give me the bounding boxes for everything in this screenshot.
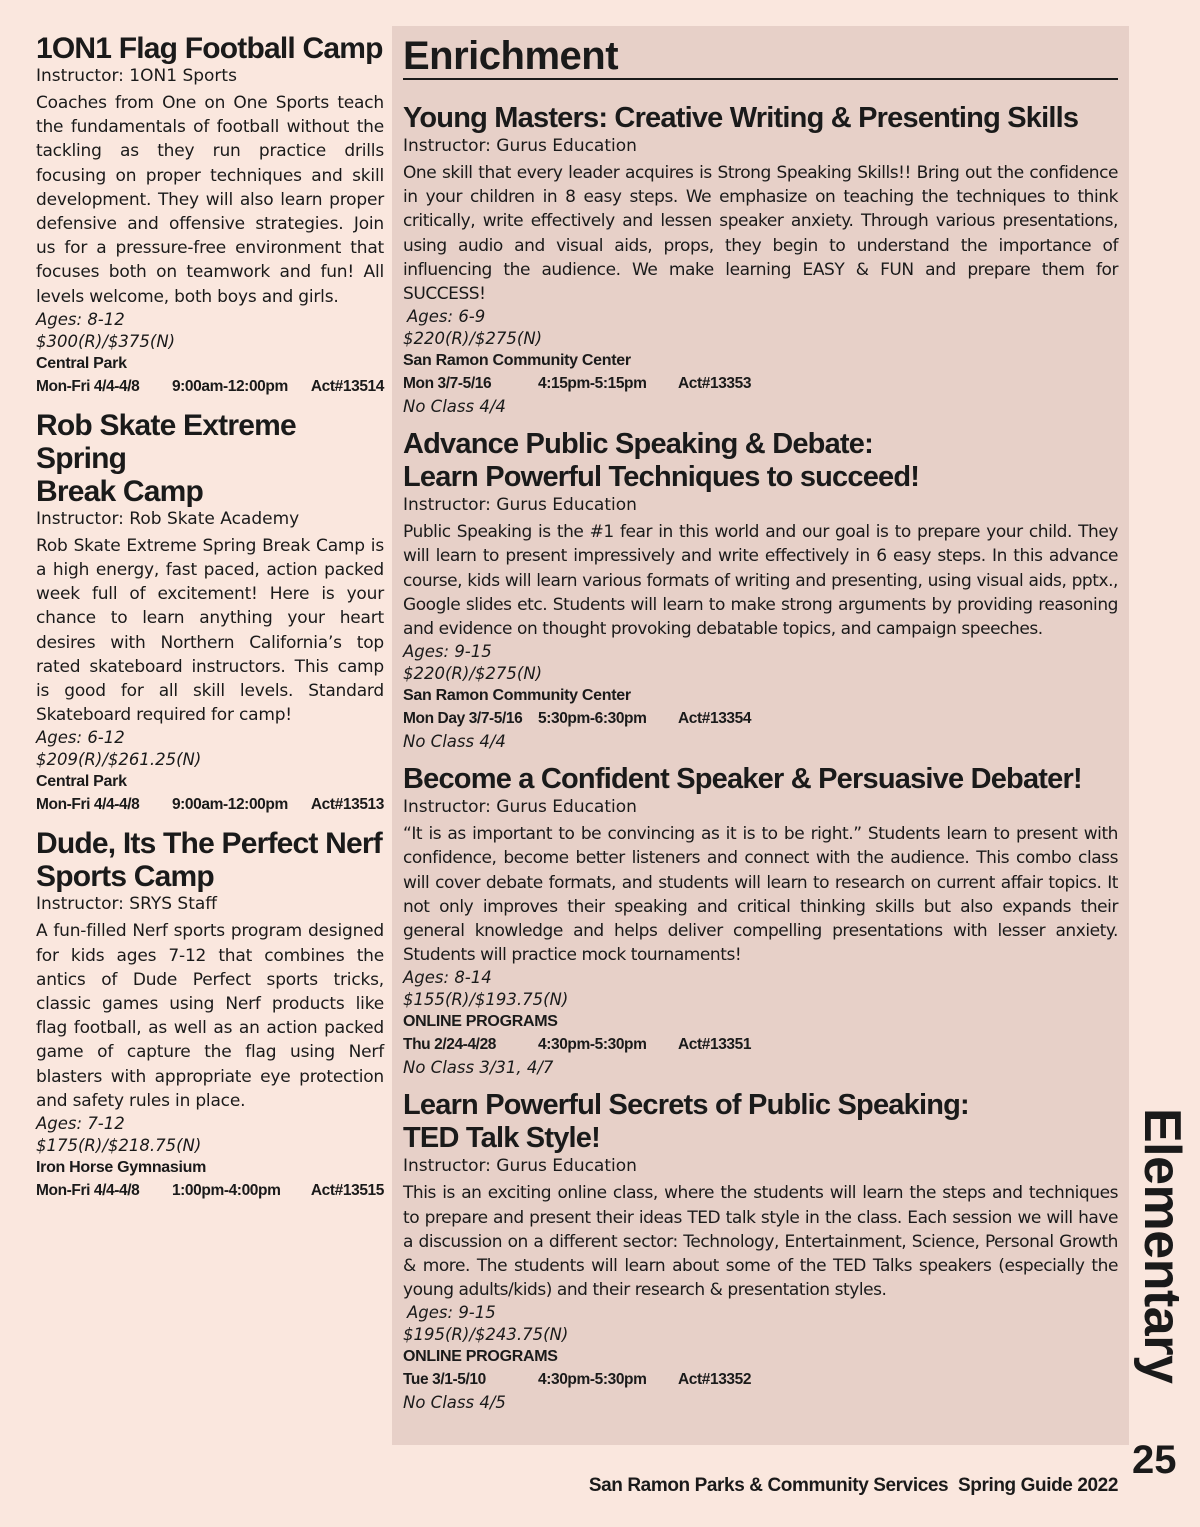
- course-location: ONLINE PROGRAMS: [403, 1013, 558, 1031]
- section-title: Enrichment: [403, 34, 1118, 80]
- course-ages: Ages: 9-15: [407, 1303, 496, 1323]
- course-instructor: Instructor: Gurus Education: [403, 797, 637, 818]
- course-activity-number: Act#13351: [678, 1036, 752, 1054]
- course-description: Public Speaking is the #1 fear in this world and our goal is to prepare your child. They will learn to present impressively and write effectively in 6 easy steps. In this advance course, kids will learn various formats of writing and presenting, using visual aids, pptx., Google slides etc. Students will learn to make strong arguments by providing reasoning and evidence on thought provoking debatable topics, and campaign speeches.: [403, 522, 1118, 640]
- course-time: 4:30pm-5:30pm: [538, 1036, 647, 1054]
- course-days: Mon-Fri 4/4-4/8: [36, 796, 140, 814]
- course-block: [403, 763, 1118, 1079]
- course-price: $209(R)/$261.25(N): [36, 750, 202, 770]
- section-side-tab: [1132, 1108, 1192, 1384]
- course-instructor: Instructor: Gurus Education: [403, 1156, 637, 1177]
- course-block: [36, 409, 384, 818]
- course-ages: Ages: 7-12: [36, 1114, 125, 1134]
- course-schedule: [403, 1368, 1118, 1392]
- course-days: Tue 3/1-5/10: [403, 1371, 486, 1389]
- course-price: $300(R)/$375(N): [36, 331, 176, 351]
- course-activity-number: Act#13353: [678, 375, 752, 393]
- course-block: [403, 102, 1118, 418]
- course-block: [36, 32, 384, 399]
- course-days: Thu 2/24-4/28: [403, 1036, 497, 1054]
- course-time: 5:30pm-6:30pm: [538, 710, 647, 728]
- course-title: 1ON1 Flag Football Camp: [36, 32, 383, 65]
- course-block: [36, 827, 384, 1203]
- course-block: [403, 1089, 1118, 1414]
- course-description: “It is as important to be convincing as it is to be right.” Students learn to present with confidence, become better listeners and connect with the audience. This combo class will cover debate formats, and students will learn to research on current affair topics. It not only improves their speaking and critical thinking skills but also expands their general knowledge and helps deliver compelling presentations with lesser anxiety. Students will practice mock tournaments!: [403, 824, 1118, 966]
- course-instructor: Instructor: Gurus Education: [403, 136, 637, 156]
- course-time: 4:15pm-5:15pm: [538, 375, 647, 393]
- course-instructor: Instructor: Gurus Education: [403, 495, 637, 516]
- course-time: 9:00am-12:00pm: [171, 377, 288, 395]
- course-schedule: [36, 1179, 384, 1203]
- course-title: Rob Skate Extreme Spring Break Camp: [36, 408, 296, 508]
- course-activity-number: Act#13352: [678, 1371, 752, 1389]
- course-title: Become a Confident Speaker & Persuasive Debater!: [403, 763, 1082, 796]
- course-description: A fun-filled Nerf sports program designed for kids ages 7-12 that combines the antics of Dude Perfect sports tricks, classic games using Nerf products like flag football, as well as an action packed game of capture the flag using Nerf blasters with appropriate eye protection and safety rules in place.: [36, 921, 384, 1111]
- course-ages: Ages: 6-9: [407, 307, 486, 327]
- course-no-class: No Class 4/5: [403, 1393, 506, 1413]
- course-location: San Ramon Community Center: [403, 352, 631, 370]
- course-price: $195(R)/$243.75(N): [403, 1325, 569, 1345]
- course-days: Mon-Fri 4/4-4/8: [36, 377, 140, 395]
- course-location: San Ramon Community Center: [403, 687, 631, 705]
- course-no-class: No Class 4/4: [403, 732, 506, 752]
- course-ages: Ages: 9-15: [403, 642, 492, 662]
- course-schedule: [403, 1033, 1118, 1057]
- course-location: Central Park: [36, 773, 127, 791]
- side-tab-label: Elementary: [1133, 1108, 1191, 1384]
- page-footer: San Ramon Parks & Community Services Spring Guide 2022: [588, 1475, 1118, 1496]
- course-activity-number: Act#13354: [678, 710, 752, 728]
- course-days: Mon-Fri 4/4-4/8: [36, 1182, 140, 1200]
- course-days: Mon 3/7-5/16: [403, 375, 492, 393]
- course-instructor: Instructor: Rob Skate Academy: [36, 508, 300, 529]
- course-description: Rob Skate Extreme Spring Break Camp is a high energy, fast paced, action packed week full of excitement! Here is your chance to learn anything your heart desires with Northern California’s top rated skateboard instructors. This camp is good for all skill levels. Standard Skateboard required for camp!: [36, 535, 384, 726]
- course-schedule: [403, 372, 1118, 396]
- course-time: 9:00am-12:00pm: [171, 796, 288, 814]
- course-time: 1:00pm-4:00pm: [171, 1182, 281, 1200]
- course-instructor: Instructor: 1ON1 Sports: [36, 66, 237, 86]
- course-activity-number: Act#13514: [310, 377, 384, 395]
- course-no-class: No Class 3/31, 4/7: [403, 1058, 554, 1078]
- course-title: Learn Powerful Secrets of Public Speaking: TED Talk Style!: [403, 1089, 969, 1155]
- course-price: $220(R)/$275(N): [403, 329, 543, 349]
- enrichment-panel: [392, 26, 1129, 1445]
- course-activity-number: Act#13513: [310, 796, 384, 814]
- course-ages: Ages: 8-14: [403, 968, 492, 988]
- course-instructor: Instructor: SRYS Staff: [36, 894, 217, 915]
- course-schedule: [36, 793, 384, 817]
- course-title: Young Masters: Creative Writing & Presenting Skills: [403, 102, 1079, 134]
- course-location: ONLINE PROGRAMS: [403, 1348, 558, 1366]
- course-location: Iron Horse Gymnasium: [36, 1159, 207, 1177]
- course-ages: Ages: 6-12: [36, 728, 125, 748]
- course-description: Coaches from One on One Sports teach the fundamentals of football without the tackling as they run practice drills focusing on proper techniques and skill development. They will also learn proper defensive and offensive strategies. Join us for a pressure-free environment that focuses both on teamwork and fun! All levels welcome, both boys and girls.: [36, 93, 384, 307]
- course-activity-number: Act#13515: [310, 1182, 384, 1200]
- course-no-class: No Class 4/4: [403, 397, 506, 417]
- course-price: $175(R)/$218.75(N): [36, 1136, 202, 1156]
- course-description: This is an exciting online class, where the students will learn the steps and techniques to prepare and present their ideas TED talk style in the class. Each session we will have a discussion on a different sector: Technology, Entertainment, Science, Personal Growth & more. The students will learn about some of the TED Talks speakers (especially the young adults/kids) and their research & presentation styles.: [403, 1183, 1118, 1301]
- course-price: $155(R)/$193.75(N): [403, 990, 569, 1010]
- course-block: [403, 428, 1118, 753]
- course-schedule: [403, 707, 1118, 731]
- left-column: [36, 32, 384, 1213]
- course-schedule: [36, 375, 384, 399]
- course-title: Dude, Its The Perfect Nerf Sports Camp: [36, 827, 382, 894]
- course-description: One skill that every leader acquires is Strong Speaking Skills!! Bring out the confidence in your children in 8 easy steps. We emphasize on teaching the techniques to think critically, write effectively and lessen speaker anxiety. Through various presentations, using audio and visual aids, props, they begin to understand the importance of influencing the audience. We make learning EASY & FUN and prepare them for SUCCESS!: [403, 163, 1118, 305]
- course-ages: Ages: 8-12: [36, 309, 125, 329]
- course-time: 4:30pm-5:30pm: [538, 1371, 647, 1389]
- course-location: Central Park: [36, 354, 127, 372]
- course-price: $220(R)/$275(N): [403, 664, 543, 684]
- course-days: Mon Day 3/7-5/16: [403, 710, 523, 728]
- course-title: Advance Public Speaking & Debate: Learn Powerful Techniques to succeed!: [403, 428, 920, 494]
- page-number: 25: [1132, 1438, 1177, 1482]
